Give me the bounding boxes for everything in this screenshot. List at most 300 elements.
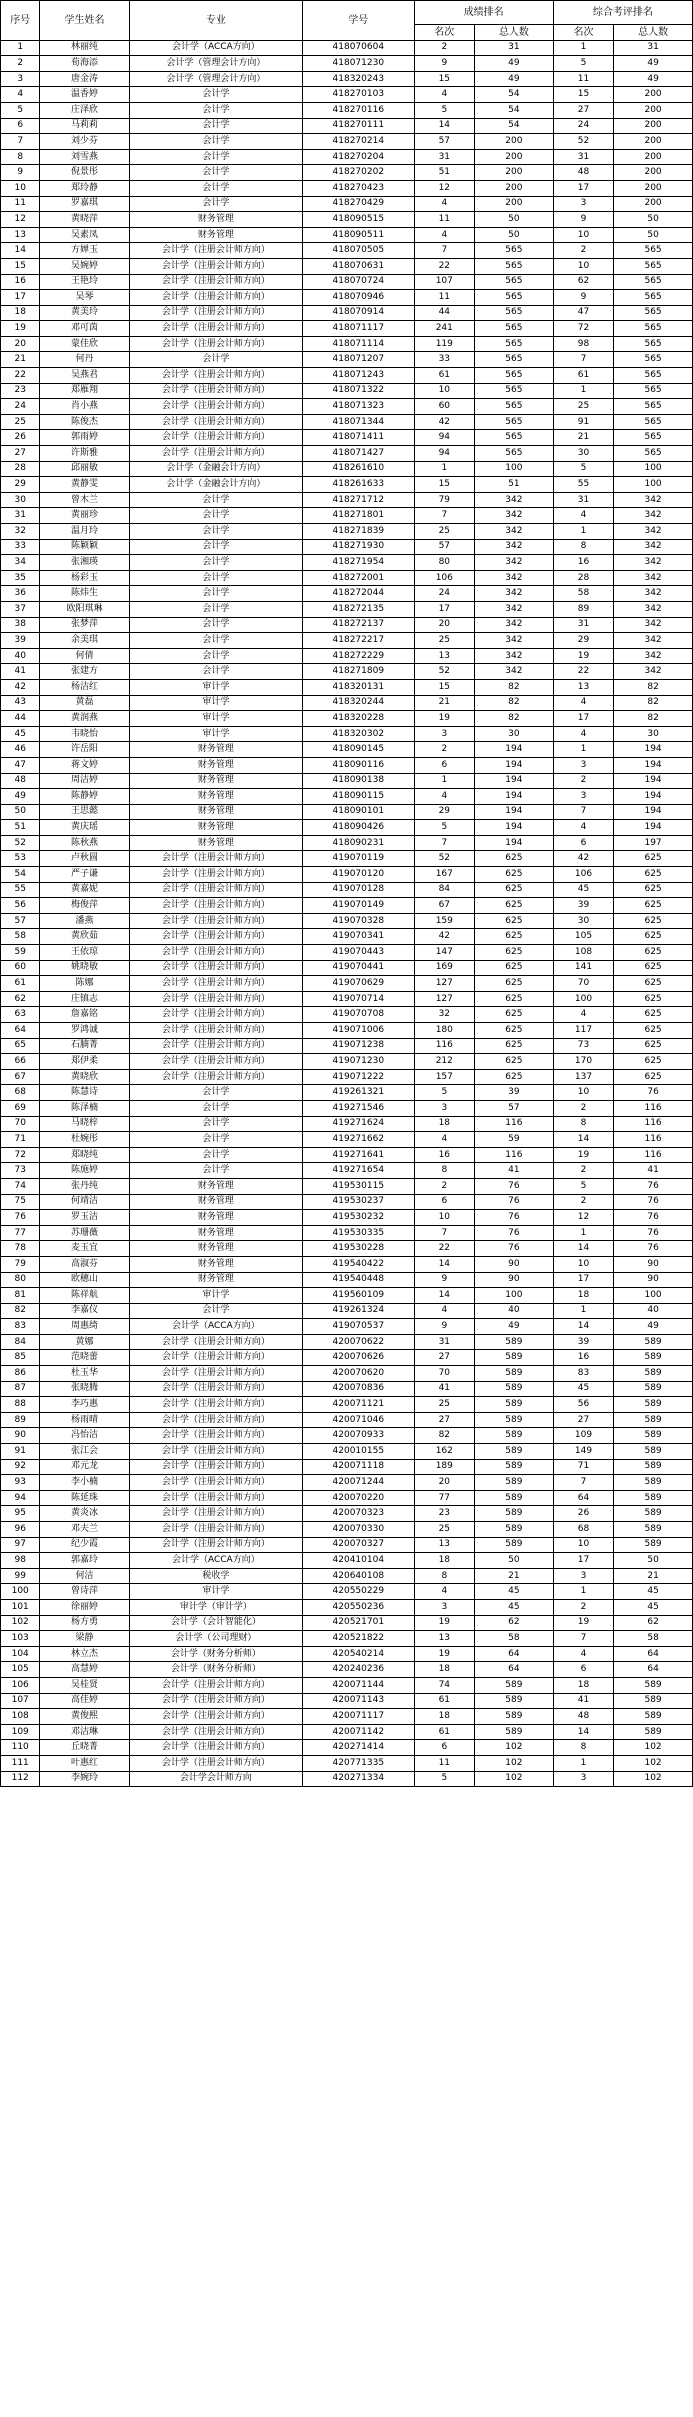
cell-student-id: 420540214 [303,1646,415,1662]
table-row[interactable] [1,1584,693,1600]
cell-student-id: 419560109 [303,1288,415,1304]
cell-seq: 65 [1,1038,40,1054]
cell-score-total: 31 [475,40,554,56]
table-row[interactable] [1,508,693,524]
cell-student-id: 419070537 [303,1319,415,1335]
table-row[interactable] [1,726,693,742]
table-row[interactable] [1,882,693,898]
table-row[interactable] [1,1506,693,1522]
cell-name: 麦玉宜 [40,1241,129,1257]
table-row[interactable] [1,1412,693,1428]
table-row[interactable] [1,1475,693,1491]
table-row[interactable] [1,56,693,72]
table-row[interactable] [1,1178,693,1194]
table-row[interactable] [1,165,693,181]
cell-name: 黄晓欣 [40,1069,129,1085]
table-row[interactable] [1,960,693,976]
table-header [1,1,693,41]
table-row[interactable] [1,991,693,1007]
table-row[interactable] [1,570,693,586]
cell-student-id: 419530237 [303,1194,415,1210]
table-row[interactable] [1,180,693,196]
cell-major: 财务管理 [129,1272,302,1288]
cell-score-rank: 8 [414,1163,474,1179]
cell-overall-rank: 3 [553,757,613,773]
cell-overall-total: 565 [614,383,693,399]
table-row[interactable] [1,1553,693,1569]
table-row[interactable] [1,1537,693,1553]
table-row[interactable] [1,1023,693,1039]
cell-overall-rank: 24 [553,118,613,134]
table-row[interactable] [1,1054,693,1070]
cell-seq: 100 [1,1584,40,1600]
cell-score-total: 565 [475,243,554,259]
table-row[interactable] [1,679,693,695]
cell-name: 邓可茵 [40,321,129,337]
cell-major: 会计学 [129,196,302,212]
table-row[interactable] [1,290,693,306]
cell-student-id: 420521701 [303,1615,415,1631]
table-row[interactable] [1,1241,693,1257]
cell-overall-total: 565 [614,399,693,415]
cell-overall-total: 625 [614,1054,693,1070]
cell-name: 陈颖颖 [40,539,129,555]
cell-score-rank: 13 [414,1537,474,1553]
table-row[interactable] [1,742,693,758]
table-row[interactable] [1,1490,693,1506]
cell-student-id: 419540422 [303,1256,415,1272]
cell-major: 会计学（注册会计师方向） [129,1459,302,1475]
table-row[interactable] [1,1677,693,1693]
cell-major: 会计学（注册会计师方向） [129,945,302,961]
table-row[interactable] [1,1522,693,1538]
cell-major: 会计学 [129,492,302,508]
cell-score-rank: 22 [414,1241,474,1257]
cell-overall-total: 21 [614,1568,693,1584]
cell-overall-total: 41 [614,1163,693,1179]
table-row[interactable] [1,212,693,228]
cell-score-rank: 3 [414,726,474,742]
cell-score-total: 342 [475,648,554,664]
cell-score-rank: 11 [414,212,474,228]
cell-overall-total: 342 [614,633,693,649]
table-row[interactable] [1,1038,693,1054]
table-row[interactable] [1,1225,693,1241]
table-row[interactable] [1,1210,693,1226]
table-row[interactable] [1,321,693,337]
cell-student-id: 420071142 [303,1724,415,1740]
cell-major: 会计学 [129,118,302,134]
table-row[interactable] [1,87,693,103]
cell-student-id: 419530228 [303,1241,415,1257]
table-row[interactable] [1,477,693,493]
cell-overall-total: 342 [614,492,693,508]
cell-student-id: 418070604 [303,40,415,56]
cell-student-id: 419271641 [303,1147,415,1163]
table-row[interactable] [1,773,693,789]
cell-student-id: 418090115 [303,789,415,805]
cell-student-id: 418272217 [303,633,415,649]
cell-major: 会计学（注册会计师方向） [129,929,302,945]
cell-overall-total: 565 [614,274,693,290]
cell-score-total: 565 [475,430,554,446]
table-row[interactable] [1,1444,693,1460]
table-row[interactable] [1,757,693,773]
cell-major: 会计学（财务分析师） [129,1662,302,1678]
cell-score-rank: 10 [414,1210,474,1226]
cell-score-total: 50 [475,227,554,243]
table-row[interactable] [1,633,693,649]
cell-name: 黄俊熙 [40,1709,129,1725]
cell-seq: 82 [1,1303,40,1319]
table-row[interactable] [1,524,693,540]
table-row[interactable] [1,1662,693,1678]
cell-student-id: 419070714 [303,991,415,1007]
cell-overall-rank: 48 [553,165,613,181]
cell-major: 会计学（注册会计师方向） [129,1506,302,1522]
cell-overall-rank: 3 [553,1568,613,1584]
cell-seq: 46 [1,742,40,758]
cell-seq: 67 [1,1069,40,1085]
cell-overall-total: 200 [614,165,693,181]
table-row[interactable] [1,430,693,446]
table-row[interactable] [1,1100,693,1116]
table-row[interactable] [1,1163,693,1179]
cell-overall-rank: 4 [553,1007,613,1023]
table-row[interactable] [1,1381,693,1397]
table-row[interactable] [1,40,693,56]
cell-major: 会计学（注册会计师方向） [129,1755,302,1771]
table-row[interactable] [1,1288,693,1304]
cell-seq: 71 [1,1132,40,1148]
cell-major: 会计学 [129,1085,302,1101]
cell-overall-rank: 1 [553,524,613,540]
cell-score-total: 49 [475,56,554,72]
cell-score-total: 90 [475,1256,554,1272]
cell-score-total: 82 [475,679,554,695]
cell-major: 会计学 [129,586,302,602]
cell-major: 会计学（注册会计师方向） [129,898,302,914]
cell-score-total: 200 [475,149,554,165]
cell-score-rank: 147 [414,945,474,961]
table-row[interactable] [1,913,693,929]
table-row[interactable] [1,1116,693,1132]
cell-seq: 40 [1,648,40,664]
table-row[interactable] [1,835,693,851]
table-row[interactable] [1,352,693,368]
cell-overall-total: 194 [614,757,693,773]
table-row[interactable] [1,1459,693,1475]
cell-name: 马晓梓 [40,1116,129,1132]
cell-seq: 18 [1,305,40,321]
cell-overall-rank: 19 [553,1147,613,1163]
table-row[interactable] [1,1397,693,1413]
cell-student-id: 420070933 [303,1428,415,1444]
cell-score-total: 342 [475,555,554,571]
cell-seq: 86 [1,1366,40,1382]
cell-name: 潘燕 [40,913,129,929]
cell-name: 高慧婷 [40,1662,129,1678]
cell-major: 会计学（ACCA方向） [129,1553,302,1569]
table-row[interactable] [1,1693,693,1709]
cell-seq: 106 [1,1677,40,1693]
cell-major: 审计学 [129,1584,302,1600]
cell-major: 审计学 [129,679,302,695]
cell-major: 财务管理 [129,757,302,773]
cell-seq: 9 [1,165,40,181]
table-row[interactable] [1,414,693,430]
cell-score-rank: 44 [414,305,474,321]
table-row[interactable] [1,399,693,415]
cell-overall-rank: 14 [553,1724,613,1740]
cell-student-id: 419540448 [303,1272,415,1288]
table-row[interactable] [1,789,693,805]
table-row[interactable] [1,446,693,462]
cell-name: 叶惠红 [40,1755,129,1771]
table-row[interactable] [1,227,693,243]
table-row[interactable] [1,945,693,961]
cell-student-id: 420071046 [303,1412,415,1428]
table-row[interactable] [1,1007,693,1023]
cell-overall-rank: 2 [553,1194,613,1210]
cell-name: 温香婷 [40,87,129,103]
cell-name: 黄欣茹 [40,929,129,945]
cell-score-total: 64 [475,1662,554,1678]
cell-score-total: 58 [475,1631,554,1647]
table-row[interactable] [1,1599,693,1615]
table-row[interactable] [1,368,693,384]
cell-student-id: 420071143 [303,1693,415,1709]
table-row[interactable] [1,1350,693,1366]
cell-major: 会计学（管理会计方向） [129,71,302,87]
table-row[interactable] [1,555,693,571]
table-row[interactable] [1,196,693,212]
cell-major: 财务管理 [129,789,302,805]
table-row[interactable] [1,134,693,150]
cell-seq: 44 [1,711,40,727]
table-row[interactable] [1,898,693,914]
table-row[interactable] [1,1147,693,1163]
table-row[interactable] [1,601,693,617]
table-row[interactable] [1,664,693,680]
cell-seq: 89 [1,1412,40,1428]
table-row[interactable] [1,711,693,727]
table-row[interactable] [1,1334,693,1350]
cell-name: 陈延珠 [40,1490,129,1506]
table-row[interactable] [1,1366,693,1382]
cell-name: 冯怡洁 [40,1428,129,1444]
cell-name: 邱丽敏 [40,461,129,477]
cell-major: 财务管理 [129,820,302,836]
cell-seq: 87 [1,1381,40,1397]
table-row[interactable] [1,1194,693,1210]
table-body [1,40,693,1787]
cell-overall-rank: 149 [553,1444,613,1460]
table-row[interactable] [1,648,693,664]
cell-overall-rank: 48 [553,1709,613,1725]
cell-score-rank: 4 [414,227,474,243]
cell-major: 财务管理 [129,804,302,820]
table-row[interactable] [1,258,693,274]
cell-score-total: 76 [475,1210,554,1226]
header-seq: 序号 [1,1,40,41]
cell-score-total: 565 [475,305,554,321]
cell-overall-rank: 41 [553,1693,613,1709]
cell-overall-total: 45 [614,1599,693,1615]
cell-seq: 64 [1,1023,40,1039]
cell-major: 财务管理 [129,1194,302,1210]
cell-name: 黄晓萍 [40,212,129,228]
cell-overall-total: 565 [614,321,693,337]
table-row[interactable] [1,1256,693,1272]
cell-name: 何倩 [40,648,129,664]
cell-major: 会计学（注册会计师方向） [129,1724,302,1740]
cell-score-total: 589 [475,1381,554,1397]
table-row[interactable] [1,1771,693,1787]
cell-major: 会计学（注册会计师方向） [129,1709,302,1725]
cell-seq: 27 [1,446,40,462]
cell-overall-rank: 8 [553,539,613,555]
cell-overall-rank: 27 [553,1412,613,1428]
cell-score-rank: 107 [414,274,474,290]
cell-score-rank: 27 [414,1412,474,1428]
cell-name: 李巧惠 [40,1397,129,1413]
cell-seq: 38 [1,617,40,633]
table-row[interactable] [1,976,693,992]
cell-overall-rank: 106 [553,867,613,883]
table-row[interactable] [1,149,693,165]
table-row[interactable] [1,695,693,711]
cell-overall-total: 589 [614,1506,693,1522]
cell-seq: 105 [1,1662,40,1678]
cell-student-id: 419271662 [303,1132,415,1148]
cell-score-total: 90 [475,1272,554,1288]
cell-student-id: 420640108 [303,1568,415,1584]
cell-overall-total: 342 [614,664,693,680]
cell-name: 吴桂贤 [40,1677,129,1693]
table-row[interactable] [1,867,693,883]
cell-score-rank: 13 [414,648,474,664]
cell-overall-rank: 16 [553,555,613,571]
cell-major: 审计学 [129,726,302,742]
cell-score-rank: 5 [414,820,474,836]
cell-overall-total: 342 [614,524,693,540]
table-row[interactable] [1,492,693,508]
table-row[interactable] [1,1740,693,1756]
table-row[interactable] [1,305,693,321]
table-row[interactable] [1,539,693,555]
table-row[interactable] [1,461,693,477]
cell-score-rank: 57 [414,539,474,555]
cell-score-total: 589 [475,1475,554,1491]
cell-student-id: 418071114 [303,336,415,352]
cell-name: 张丹纯 [40,1178,129,1194]
cell-name: 纪少霞 [40,1537,129,1553]
table-row[interactable] [1,1085,693,1101]
table-row[interactable] [1,1132,693,1148]
cell-name: 许斯雅 [40,446,129,462]
cell-overall-total: 589 [614,1693,693,1709]
cell-student-id: 420271334 [303,1771,415,1787]
table-row[interactable] [1,1272,693,1288]
header-score-total: 总人数 [475,25,554,41]
cell-overall-total: 565 [614,352,693,368]
cell-score-rank: 67 [414,898,474,914]
table-row[interactable] [1,102,693,118]
table-row[interactable] [1,1724,693,1740]
cell-score-total: 200 [475,134,554,150]
table-row[interactable] [1,1428,693,1444]
table-row[interactable] [1,1631,693,1647]
cell-overall-rank: 109 [553,1428,613,1444]
cell-major: 会计学 [129,601,302,617]
cell-overall-rank: 12 [553,1210,613,1226]
cell-seq: 107 [1,1693,40,1709]
cell-name: 黄磊 [40,695,129,711]
cell-score-rank: 127 [414,991,474,1007]
cell-seq: 109 [1,1724,40,1740]
table-row[interactable] [1,1646,693,1662]
table-row[interactable] [1,71,693,87]
table-row[interactable] [1,851,693,867]
cell-score-rank: 60 [414,399,474,415]
table-row[interactable] [1,243,693,259]
table-row[interactable] [1,820,693,836]
cell-student-id: 418271839 [303,524,415,540]
cell-student-id: 418071243 [303,368,415,384]
table-row[interactable] [1,1568,693,1584]
cell-overall-total: 565 [614,446,693,462]
table-row[interactable] [1,804,693,820]
cell-seq: 98 [1,1553,40,1569]
cell-score-total: 200 [475,165,554,181]
table-row[interactable] [1,617,693,633]
cell-student-id: 420771335 [303,1755,415,1771]
cell-overall-rank: 9 [553,290,613,306]
table-row[interactable] [1,383,693,399]
cell-overall-total: 194 [614,742,693,758]
table-row[interactable] [1,118,693,134]
table-row[interactable] [1,1615,693,1631]
cell-score-total: 45 [475,1599,554,1615]
cell-score-total: 200 [475,196,554,212]
cell-seq: 41 [1,664,40,680]
table-row[interactable] [1,1303,693,1319]
cell-student-id: 420070626 [303,1350,415,1366]
table-row[interactable] [1,586,693,602]
cell-score-total: 589 [475,1693,554,1709]
table-row[interactable] [1,1319,693,1335]
cell-overall-total: 565 [614,430,693,446]
cell-name: 周洁婷 [40,773,129,789]
cell-name: 欧阳琪琳 [40,601,129,617]
cell-major: 会计学（注册会计师方向） [129,1023,302,1039]
table-row[interactable] [1,274,693,290]
cell-overall-rank: 1 [553,383,613,399]
cell-overall-rank: 14 [553,1132,613,1148]
table-row[interactable] [1,1069,693,1085]
table-row[interactable] [1,1755,693,1771]
table-row[interactable] [1,1709,693,1725]
cell-name: 吴燕君 [40,368,129,384]
cell-overall-total: 589 [614,1537,693,1553]
cell-student-id: 418272137 [303,617,415,633]
table-row[interactable] [1,336,693,352]
cell-major: 会计学（注册会计师方向） [129,274,302,290]
cell-name: 庄泽欣 [40,102,129,118]
table-row[interactable] [1,929,693,945]
cell-score-rank: 116 [414,1038,474,1054]
